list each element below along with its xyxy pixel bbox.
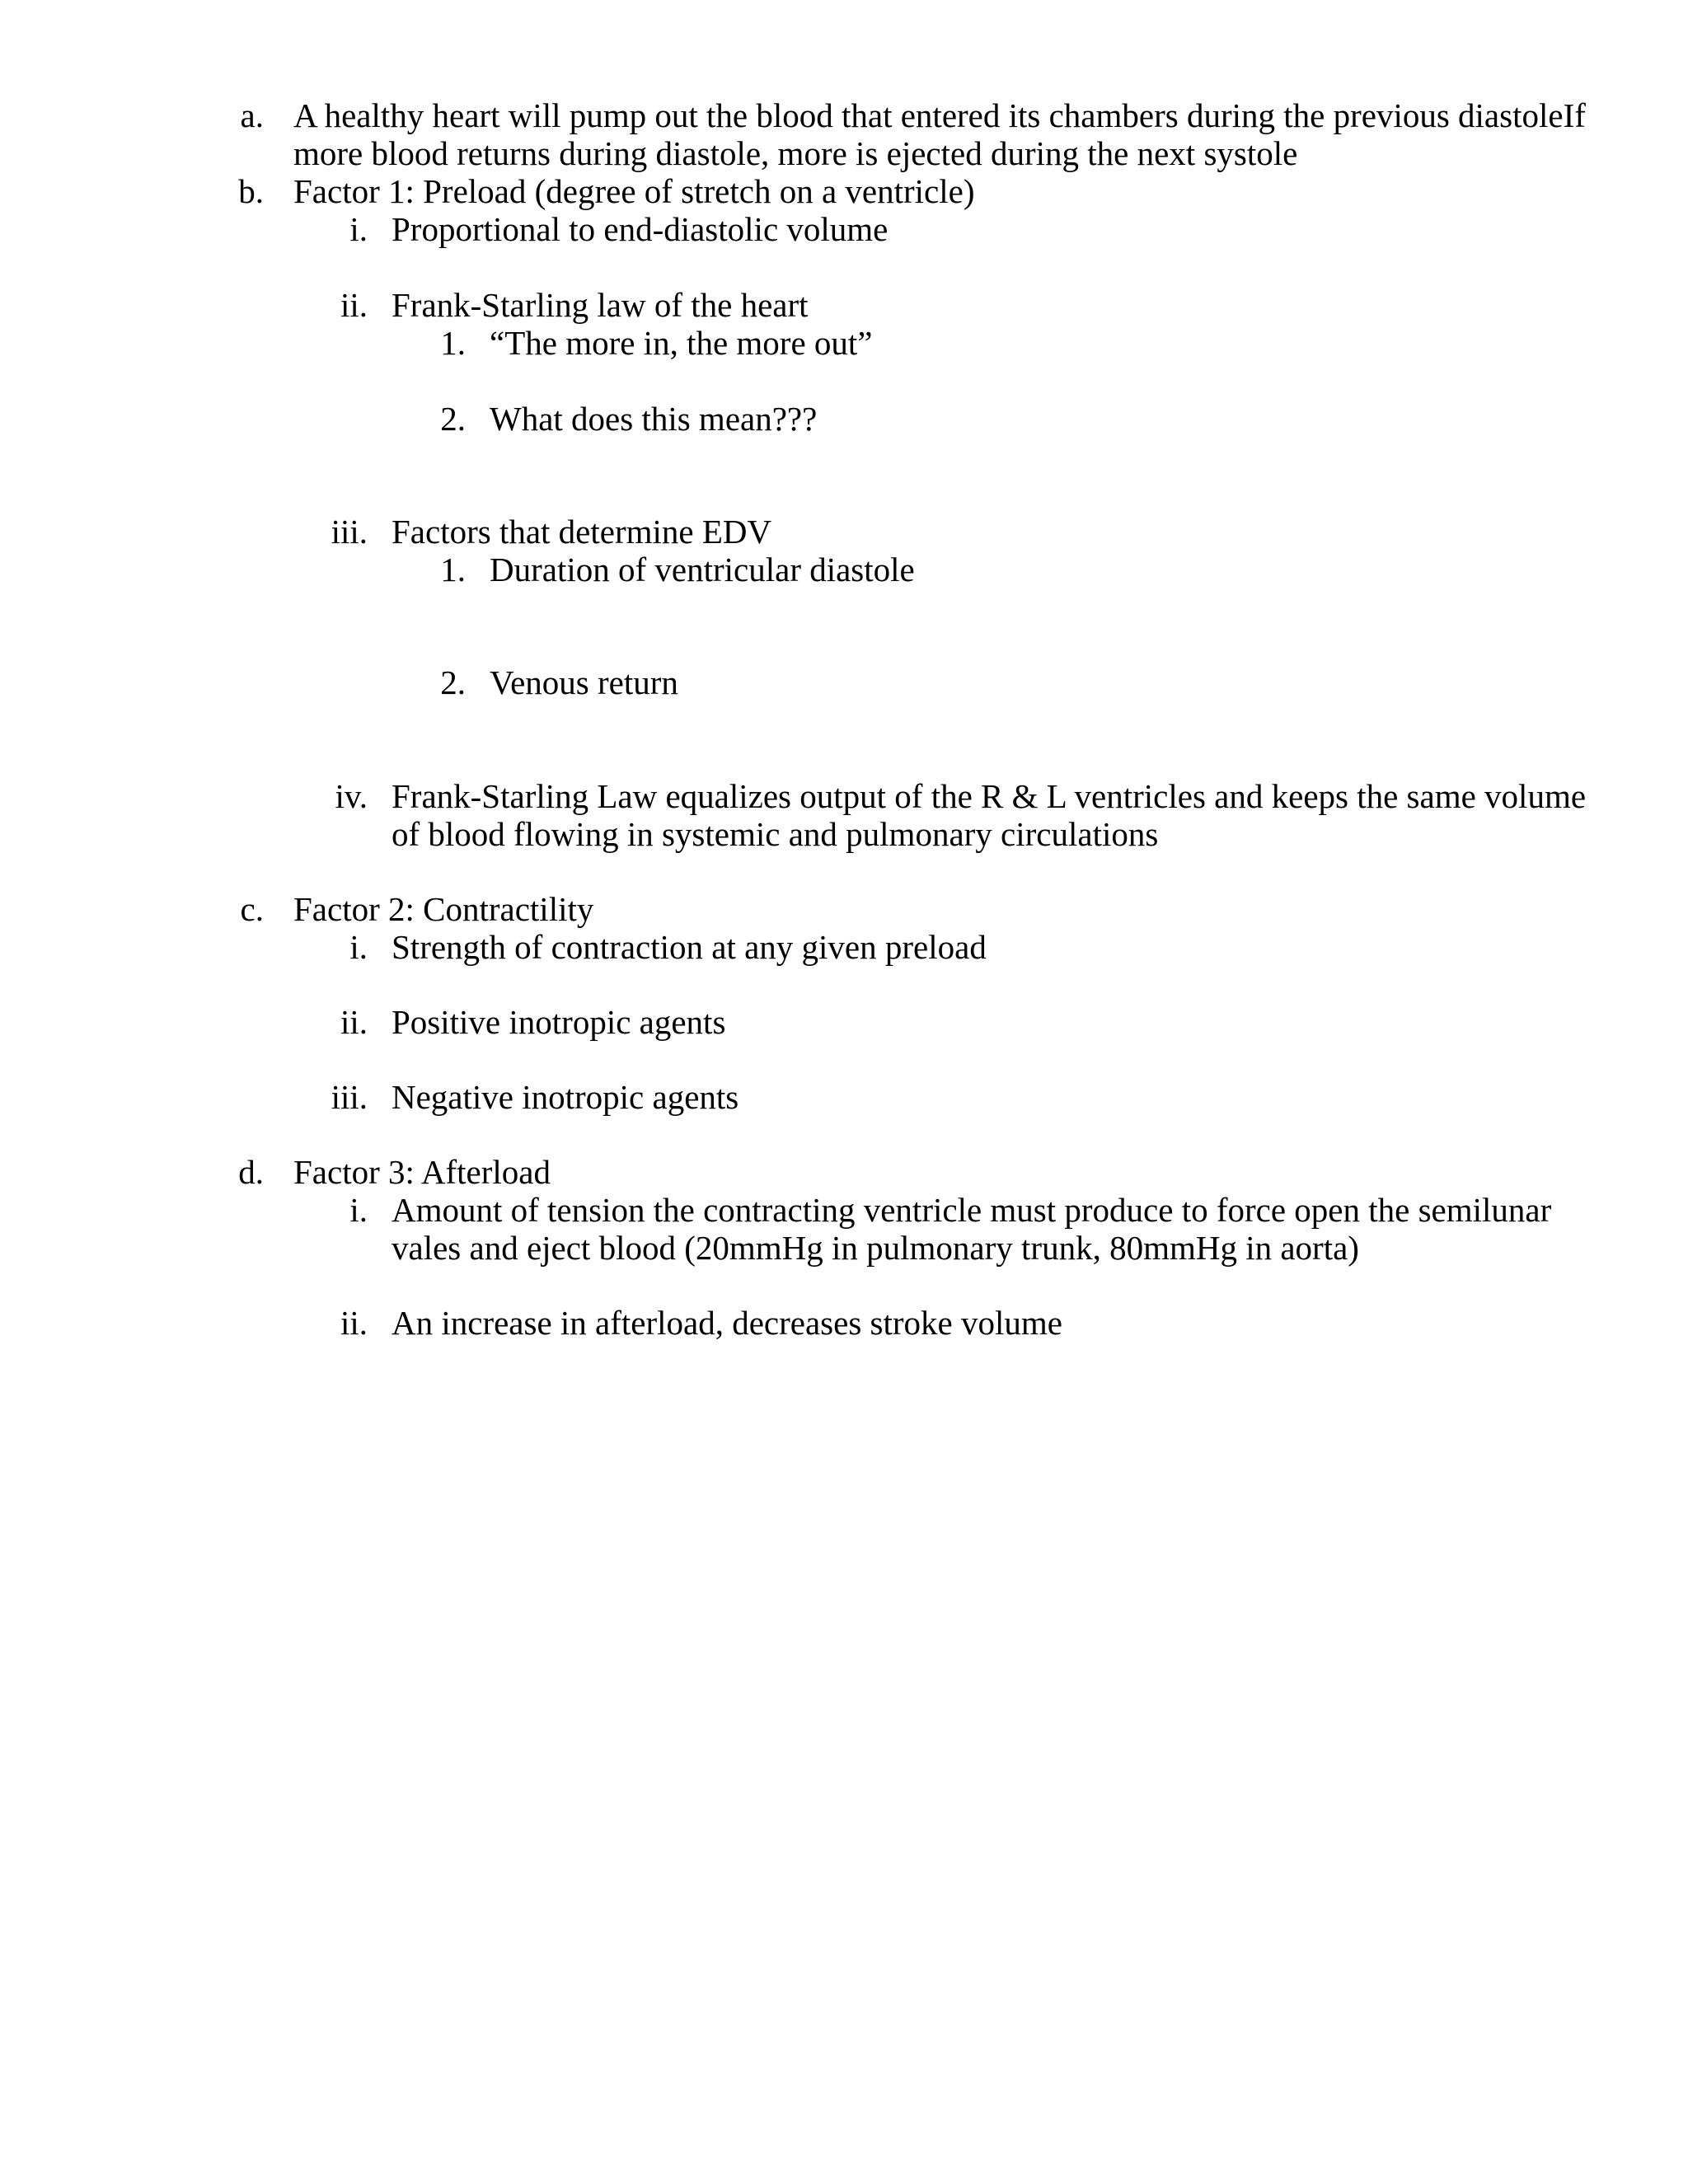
- list-marker: ii.: [340, 1003, 368, 1041]
- outline-item-d-i-line1: Amount of tension the contracting ventricle must produce to force open the semilunar: [392, 1191, 1552, 1229]
- list-marker: a.: [240, 96, 264, 134]
- outline-item-b-ii-2-text: What does this mean???: [490, 400, 818, 438]
- list-marker: iv.: [335, 777, 368, 815]
- list-marker: i.: [349, 210, 368, 248]
- outline-item-d-ii-text: An increase in afterload, decreases stroke volume: [392, 1304, 1062, 1342]
- outline-item-c-ii-text: Positive inotropic agents: [392, 1003, 726, 1041]
- list-marker: i.: [349, 928, 368, 966]
- outline-item-b-i-text: Proportional to end-diastolic volume: [392, 210, 889, 248]
- outline-item-c-i-text: Strength of contraction at any given preload: [392, 928, 987, 966]
- list-marker: ii.: [340, 1304, 368, 1342]
- outline-item-c-iii-text: Negative inotropic agents: [392, 1078, 739, 1116]
- outline-item-b-iv-line1: Frank-Starling Law equalizes output of the R & L ventricles and keeps the same volume: [392, 777, 1587, 815]
- outline-item-b-iv-line2: of blood flowing in systemic and pulmonary circulations: [392, 815, 1159, 853]
- outline-item-a-line1: A healthy heart will pump out the blood that entered its chambers during the previous diastoleIf: [293, 96, 1586, 134]
- outline-item-b-iii-1-text: Duration of ventricular diastole: [490, 551, 915, 588]
- outline-item-d-i-line2: vales and eject blood (20mmHg in pulmonary trunk, 80mmHg in aorta): [392, 1229, 1359, 1267]
- list-marker: iii.: [331, 513, 368, 551]
- list-marker: 2.: [440, 663, 466, 701]
- list-marker: 1.: [440, 324, 466, 362]
- outline-item-b-ii-1-text: “The more in, the more out”: [490, 324, 873, 362]
- outline-item-b-text: Factor 1: Preload (degree of stretch on a ventricle): [293, 172, 975, 210]
- list-marker: i.: [349, 1191, 368, 1229]
- outline-item-c-text: Factor 2: Contractility: [293, 890, 594, 928]
- list-marker: 1.: [440, 551, 466, 588]
- list-marker: ii.: [340, 286, 368, 324]
- list-marker: d.: [238, 1153, 264, 1191]
- outline-item-b-iii-2-text: Venous return: [490, 663, 678, 701]
- outline-item-d-text: Factor 3: Afterload: [293, 1153, 551, 1191]
- list-marker: iii.: [331, 1078, 368, 1116]
- outline-item-b-iii-text: Factors that determine EDV: [392, 513, 772, 551]
- outline-item-b-ii-text: Frank-Starling law of the heart: [392, 286, 809, 324]
- list-marker: 2.: [440, 400, 466, 438]
- outline-item-a-line2: more blood returns during diastole, more is ejected during the next systole: [293, 134, 1298, 172]
- list-marker: c.: [240, 890, 264, 928]
- list-marker: b.: [238, 172, 264, 210]
